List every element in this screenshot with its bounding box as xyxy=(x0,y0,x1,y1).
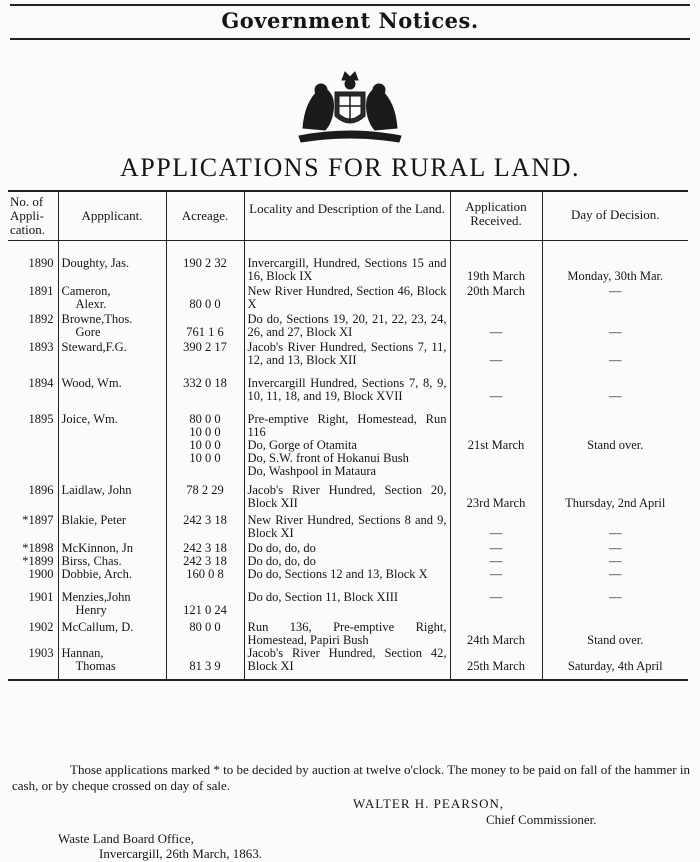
applicant-name: Cameron, xyxy=(61,284,111,298)
acreage-value: 78 2 29 xyxy=(186,483,224,497)
decision-day: — xyxy=(609,554,622,568)
decision-cell xyxy=(542,283,688,311)
applicant-name: Alexr. xyxy=(75,297,107,311)
application-number-cell xyxy=(8,403,58,478)
locality-description: Invercargill, Hundred, Sections 15 and 16, Block IX xyxy=(247,256,447,283)
application-number: 1895 xyxy=(28,412,54,426)
decision-day: Monday, 30th Mar. xyxy=(567,269,664,283)
application-number: *1898 xyxy=(22,541,54,555)
locality-cell xyxy=(244,581,450,617)
applicant-name: Blakie, Peter xyxy=(61,513,127,527)
table-row xyxy=(8,540,688,555)
locality-description: Jacob's River Hundred, Section 42, Block XI xyxy=(247,646,447,673)
received-date: — xyxy=(489,389,503,403)
decision-day: Thursday, 2nd April xyxy=(565,496,666,510)
section-header: Government Notices. xyxy=(221,8,479,33)
locality-cell xyxy=(244,617,450,647)
acreage-cell xyxy=(166,617,244,647)
acreage-value: 242 3 18 xyxy=(183,513,227,527)
table-row xyxy=(8,581,688,617)
applicant-cell xyxy=(58,403,166,478)
acreage-cell xyxy=(166,568,244,581)
decision-day: Stand over. xyxy=(587,633,644,647)
acreage-value: 10 0 0 xyxy=(189,451,221,465)
col-header-acreage-text: Acreage. xyxy=(181,208,229,223)
applicant-name: Gore xyxy=(75,325,101,339)
applicant-name: Steward,F.G. xyxy=(61,340,127,354)
received-cell xyxy=(450,283,542,311)
application-number-cell xyxy=(8,617,58,647)
applicant-cell xyxy=(58,540,166,555)
application-number: 1891 xyxy=(28,284,54,298)
applicant-cell xyxy=(58,510,166,540)
decision-cell xyxy=(542,581,688,617)
table-row xyxy=(8,403,688,478)
decision-cell xyxy=(542,367,688,403)
decision-cell xyxy=(542,311,688,339)
locality-description: Do do, Sections 12 and 13, Block X xyxy=(247,567,428,581)
received-date: 24th March xyxy=(467,633,525,647)
applicant-name: Wood, Wm. xyxy=(61,376,122,390)
acreage-cell xyxy=(166,283,244,311)
received-cell xyxy=(450,540,542,555)
acreage-value: 121 0 24 xyxy=(183,603,227,617)
decision-cell xyxy=(542,617,688,647)
applicant-cell xyxy=(58,367,166,403)
applicant-name: Menzies,John xyxy=(61,590,131,604)
application-number: 1896 xyxy=(28,483,54,497)
applicant-cell xyxy=(58,581,166,617)
applicant-cell xyxy=(58,478,166,510)
application-number: 1894 xyxy=(28,376,54,390)
application-number: 1893 xyxy=(28,340,54,354)
decision-cell xyxy=(542,647,688,680)
signature-name: WALTER H. PEARSON, xyxy=(353,796,505,811)
applicant-cell xyxy=(58,311,166,339)
received-date: 23rd March xyxy=(466,496,526,510)
decision-day: — xyxy=(609,284,622,298)
application-number: *1899 xyxy=(22,554,54,568)
locality-cell xyxy=(244,510,450,540)
received-cell xyxy=(450,510,542,540)
applicant-cell xyxy=(58,647,166,680)
decision-day: Stand over. xyxy=(587,438,644,452)
col-header-applicant xyxy=(58,191,166,241)
locality-description: Run 136, Pre-emptive Right, Homestead, Papiri Bush xyxy=(247,620,447,647)
application-number: 1902 xyxy=(28,620,54,634)
col-header-decision-text: Day of Decision. xyxy=(571,207,660,222)
locality-description: Jacob's River Hundred, Section 20, Block XII xyxy=(247,483,447,510)
acreage-value: 10 0 0 xyxy=(189,425,221,439)
locality-description: Do do, do, do xyxy=(247,541,316,555)
decision-cell xyxy=(542,241,688,284)
applicant-cell xyxy=(58,568,166,581)
col-header-applicant-text: Appplicant. xyxy=(81,208,143,223)
locality-description: Do do, Sections 19, 20, 21, 22, 23, 24, 26, and 27, Block XI xyxy=(247,312,447,339)
received-date: 25th March xyxy=(467,659,525,673)
acreage-cell xyxy=(166,647,244,680)
col-header-no-line: Appli- xyxy=(10,208,44,223)
locality-cell xyxy=(244,283,450,311)
royal-coat-of-arms-icon xyxy=(295,68,405,148)
place-date: Invercargill, 26th March, 1863. xyxy=(99,846,262,861)
acreage-value: 160 0 8 xyxy=(186,567,224,581)
received-cell xyxy=(450,568,542,581)
received-cell xyxy=(450,403,542,478)
col-header-received xyxy=(450,191,542,241)
applicant-name: Henry xyxy=(75,603,107,617)
received-cell xyxy=(450,647,542,680)
received-date: — xyxy=(489,526,503,540)
locality-cell xyxy=(244,311,450,339)
locality-cell xyxy=(244,367,450,403)
locality-description: Jacob's River Hundred, Sections 7, 11, 12, and 13, Block XII xyxy=(247,340,447,367)
locality-cell xyxy=(244,241,450,284)
office-name: Waste Land Board Office, xyxy=(58,831,194,846)
application-number-cell xyxy=(8,647,58,680)
acreage-value: 332 0 18 xyxy=(183,376,227,390)
locality-cell xyxy=(244,339,450,367)
locality-cell xyxy=(244,568,450,581)
locality-description: New River Hundred, Sections 8 and 9, Block XI xyxy=(247,513,447,540)
acreage-value: 190 2 32 xyxy=(183,256,227,270)
applicant-name: Hannan, xyxy=(61,646,104,660)
table-row xyxy=(8,241,688,284)
received-cell xyxy=(450,241,542,284)
decision-cell xyxy=(542,478,688,510)
received-cell xyxy=(450,617,542,647)
acreage-cell xyxy=(166,339,244,367)
applicant-name: Joice, Wm. xyxy=(61,412,118,426)
table-header-row xyxy=(8,191,688,241)
acreage-value: 10 0 0 xyxy=(189,438,221,452)
application-number: 1903 xyxy=(28,646,54,660)
table-row xyxy=(8,568,688,581)
application-number-cell xyxy=(8,540,58,555)
received-date: — xyxy=(489,541,503,555)
acreage-cell xyxy=(166,581,244,617)
application-number: 1901 xyxy=(28,590,54,604)
applicant-name: Dobbie, Arch. xyxy=(61,567,132,581)
acreage-value: 242 3 18 xyxy=(183,541,227,555)
locality-description: Pre-emptive Right, Homestead, Run 116 xyxy=(247,412,447,439)
acreage-value: 80 0 0 xyxy=(189,620,221,634)
notice-title: APPLICATIONS FOR RURAL LAND. xyxy=(120,153,580,182)
received-cell xyxy=(450,339,542,367)
applicant-cell xyxy=(58,339,166,367)
table-body xyxy=(8,241,688,681)
application-number-cell xyxy=(8,339,58,367)
received-date: 19th March xyxy=(467,269,525,283)
acreage-cell xyxy=(166,311,244,339)
applicant-name: McCallum, D. xyxy=(61,620,134,634)
decision-cell xyxy=(542,510,688,540)
application-number-cell xyxy=(8,568,58,581)
decision-day: — xyxy=(609,389,622,403)
received-cell xyxy=(450,478,542,510)
applicant-cell xyxy=(58,241,166,284)
decision-day: — xyxy=(609,541,622,555)
table-row xyxy=(8,283,688,311)
applicant-name: Doughty, Jas. xyxy=(61,256,130,270)
application-number-cell xyxy=(8,478,58,510)
col-header-locality xyxy=(244,191,450,241)
decision-cell xyxy=(542,540,688,555)
acreage-value: 761 1 6 xyxy=(186,325,224,339)
acreage-cell xyxy=(166,367,244,403)
received-date: — xyxy=(489,554,503,568)
decision-day: — xyxy=(609,567,622,581)
applicant-cell xyxy=(58,283,166,311)
application-number-cell xyxy=(8,283,58,311)
application-number-cell xyxy=(8,311,58,339)
application-number-cell xyxy=(8,367,58,403)
received-date: — xyxy=(489,567,503,581)
received-cell xyxy=(450,311,542,339)
locality-cell xyxy=(244,540,450,555)
signature-title: Chief Commissioner. xyxy=(486,812,597,827)
application-number-cell xyxy=(8,241,58,284)
locality-cell xyxy=(244,403,450,478)
locality-description: Do, Washpool in Mataura xyxy=(247,464,377,478)
application-number: 1900 xyxy=(28,567,54,581)
received-date: — xyxy=(489,590,503,604)
auction-note: Those applications marked * to be decided by auction at twelve o'clock. The money to be paid on fall of the hammer in cash, or by cheque crossed on day of sale. xyxy=(12,762,690,793)
acreage-cell xyxy=(166,478,244,510)
acreage-cell xyxy=(166,403,244,478)
col-header-no xyxy=(8,191,58,241)
decision-day: — xyxy=(609,590,622,604)
locality-description: Do, Gorge of Otamita xyxy=(247,438,357,452)
col-header-no-line: cation. xyxy=(10,222,46,237)
decision-day: Saturday, 4th April xyxy=(567,659,663,673)
applicant-name: McKinnon, Jn xyxy=(61,541,134,555)
application-number: 1892 xyxy=(28,312,54,326)
application-number-cell xyxy=(8,510,58,540)
col-header-locality-text: Locality and Description of the Land. xyxy=(249,201,445,216)
locality-description: Do do, do, do xyxy=(247,554,316,568)
application-number: 1890 xyxy=(28,256,54,270)
received-date: — xyxy=(489,353,503,367)
decision-day: — xyxy=(609,526,622,540)
header-rule-bottom xyxy=(10,38,690,40)
applicant-name: Thomas xyxy=(75,659,116,673)
locality-cell xyxy=(244,647,450,680)
col-header-no-line: No. of xyxy=(10,194,44,209)
received-date: 21st March xyxy=(467,438,525,452)
applicant-cell xyxy=(58,617,166,647)
application-number: *1897 xyxy=(22,513,54,527)
acreage-cell xyxy=(166,540,244,555)
received-date: 20th March xyxy=(467,284,525,298)
acreage-value: 242 3 18 xyxy=(183,554,227,568)
col-header-decision xyxy=(542,191,688,241)
decision-day: — xyxy=(609,353,622,367)
table-row xyxy=(8,311,688,339)
col-header-received-text: Application Received. xyxy=(465,199,527,228)
locality-description: Do do, Section 11, Block XIII xyxy=(247,590,399,604)
decision-cell xyxy=(542,339,688,367)
applicant-name: Browne,Thos. xyxy=(61,312,133,326)
acreage-value: 81 3 9 xyxy=(189,659,221,673)
locality-description: Do, S.W. front of Hokanui Bush xyxy=(247,451,409,465)
received-cell xyxy=(450,581,542,617)
locality-description: New River Hundred, Section 46, Block X xyxy=(247,284,447,311)
acreage-value: 80 0 0 xyxy=(189,297,221,311)
decision-cell xyxy=(542,403,688,478)
decision-day: — xyxy=(609,325,622,339)
locality-description: Invercargill Hundred, Sections 7, 8, 9, 10, 11, 18, and 19, Block XVII xyxy=(247,376,447,403)
received-date: — xyxy=(489,325,503,339)
table-row xyxy=(8,510,688,540)
locality-cell xyxy=(244,478,450,510)
acreage-cell xyxy=(166,241,244,284)
acreage-value: 390 2 17 xyxy=(183,340,227,354)
acreage-cell xyxy=(166,510,244,540)
applicant-name: Laidlaw, John xyxy=(61,483,132,497)
applications-table xyxy=(8,190,688,681)
table-row xyxy=(8,647,688,680)
decision-cell xyxy=(542,568,688,581)
application-number-cell xyxy=(8,581,58,617)
received-cell xyxy=(450,367,542,403)
acreage-value: 80 0 0 xyxy=(189,412,221,426)
table-row xyxy=(8,339,688,367)
applicant-name: Birss, Chas. xyxy=(61,554,122,568)
table-row xyxy=(8,478,688,510)
col-header-acreage xyxy=(166,191,244,241)
table-row xyxy=(8,367,688,403)
header-rule-top xyxy=(10,4,690,6)
table-row xyxy=(8,617,688,647)
